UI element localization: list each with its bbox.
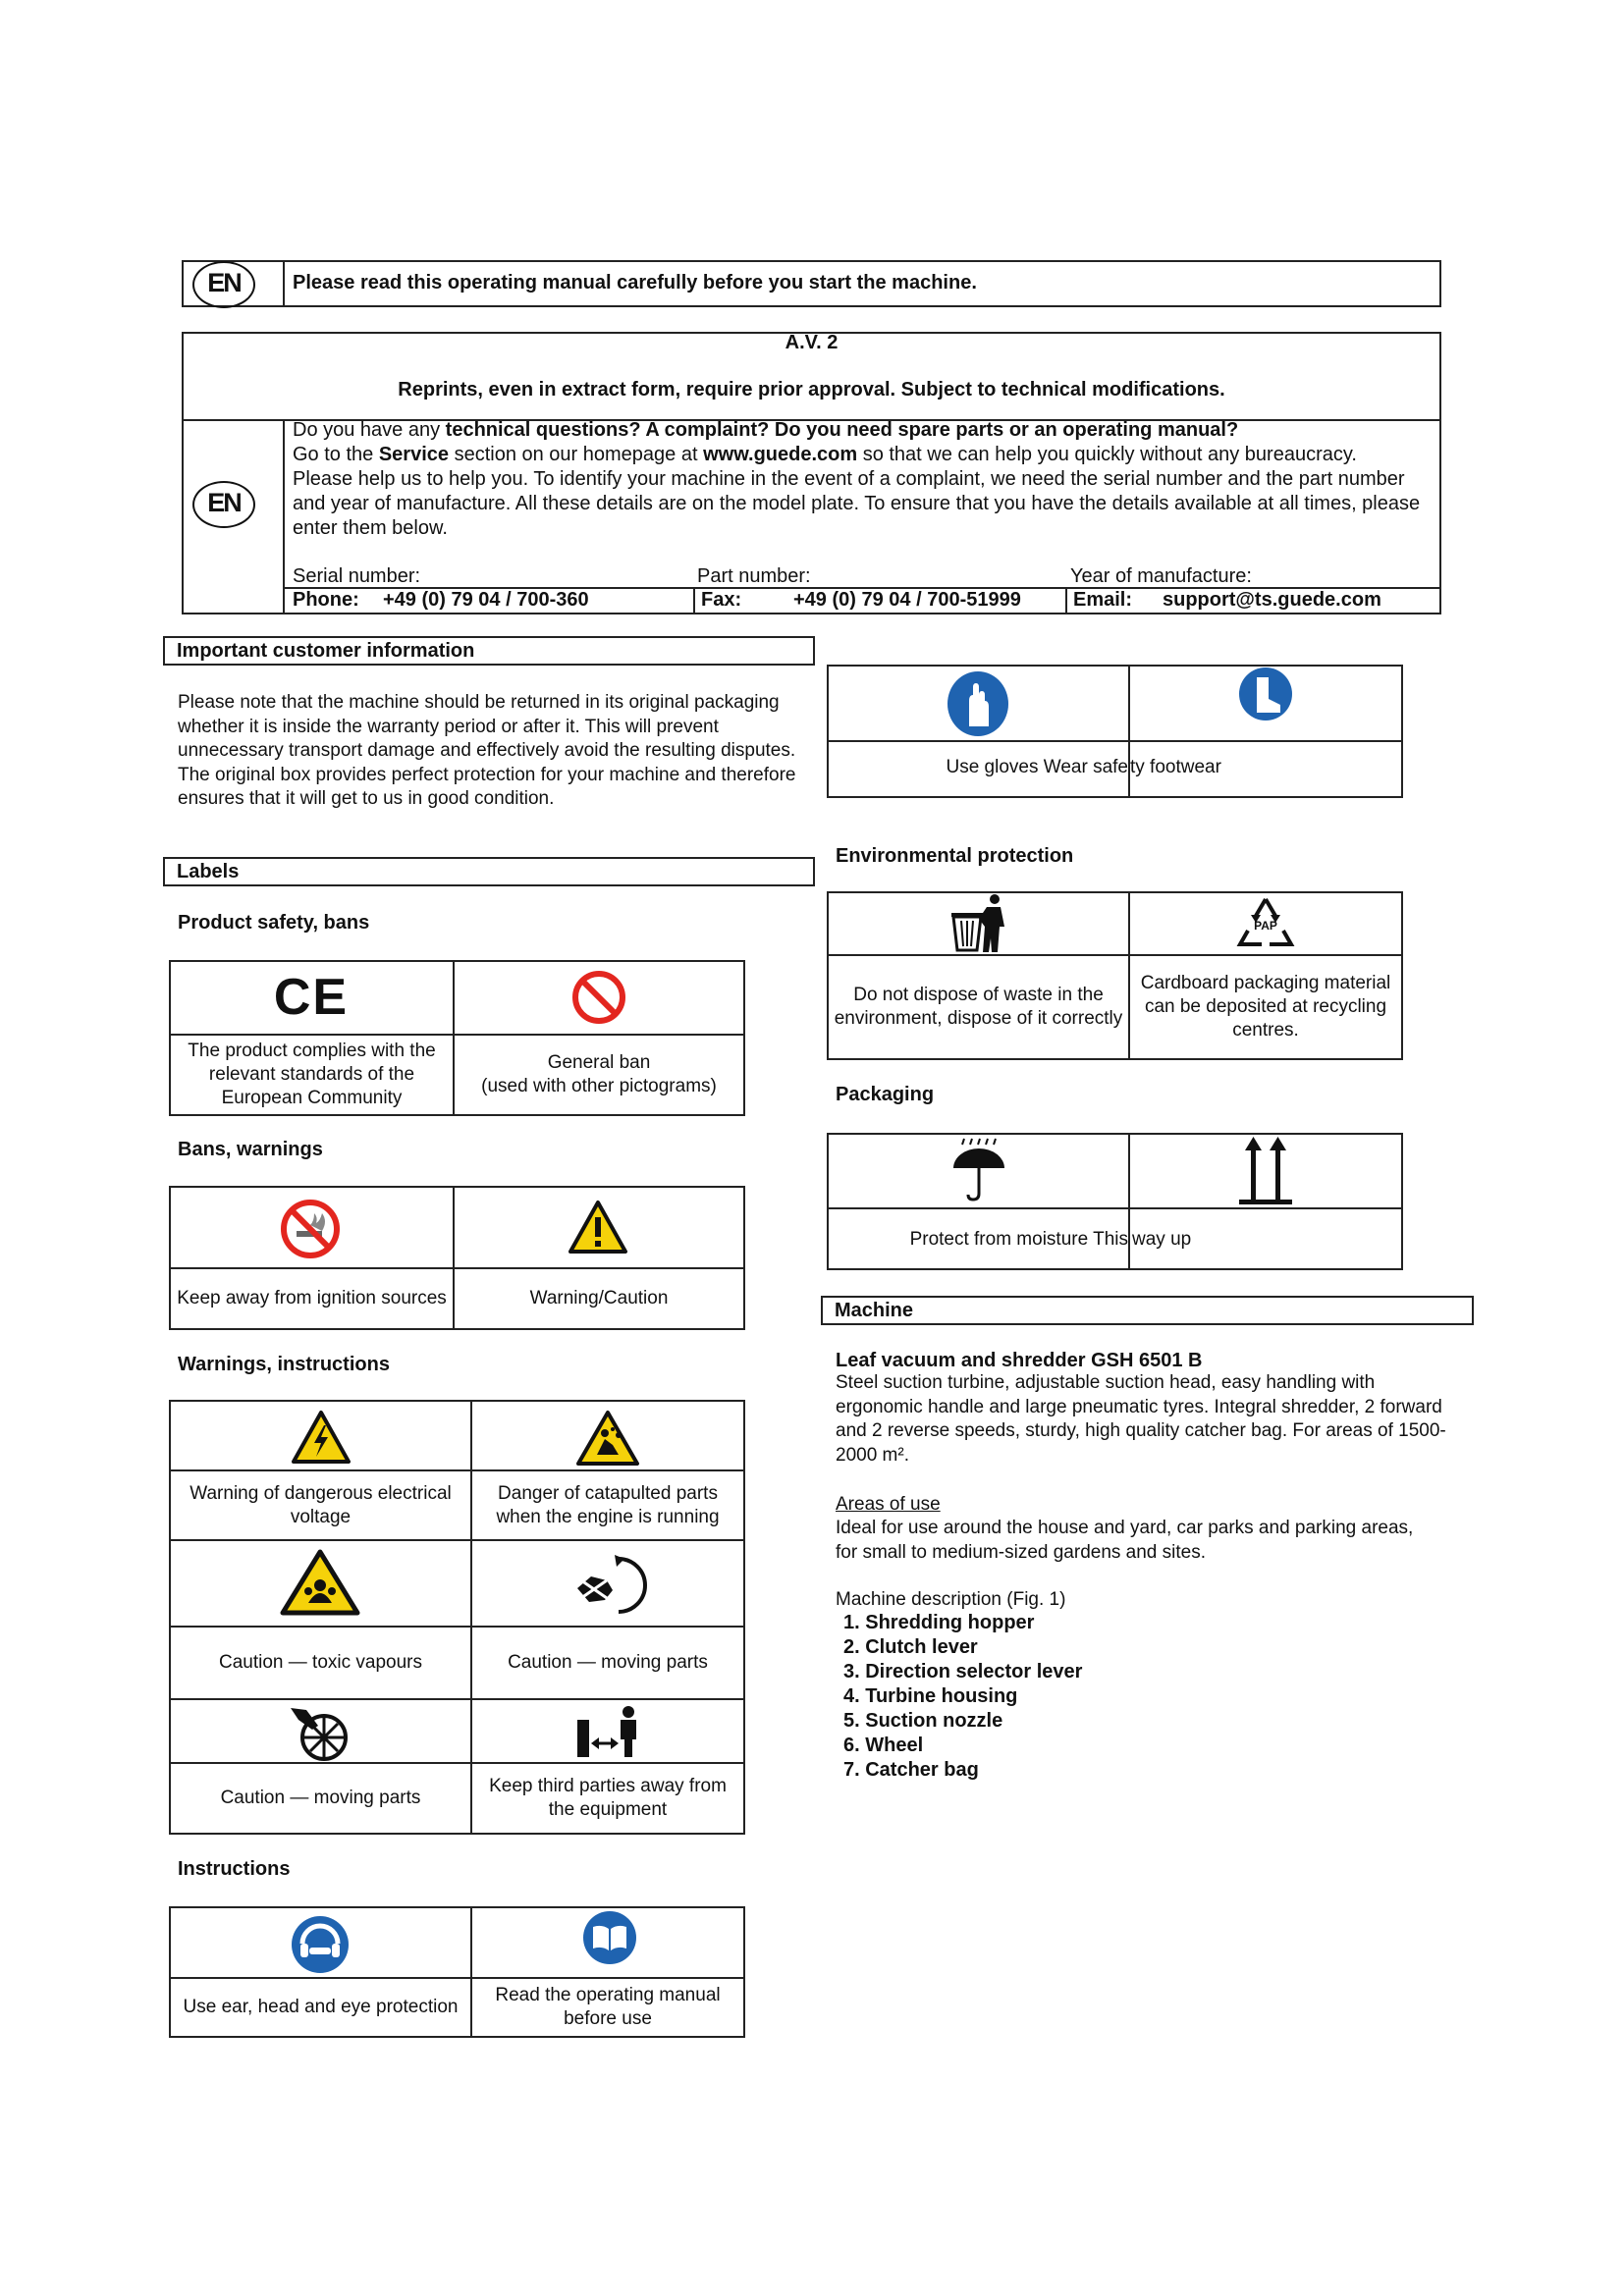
intro-text: Please read this operating manual carefully before you start the machine. (293, 272, 977, 294)
product-safety-title: Product safety, bans (178, 912, 370, 934)
version-label: A.V. 2 (785, 332, 839, 353)
part-number-label: Part number: (697, 565, 811, 587)
list-item: 1. Shredding hopper (843, 1612, 1035, 1633)
customer-info-text: Please note that the machine should be returned in its original packaging whether it is inside the warranty period or after it. This will prevent unnecessary transport damage and effectively avoid the resulting disputes. The original box provides perfect protection for your machine and therefore ensures that it will get to us in good condition. (178, 692, 796, 810)
electric-voltage-icon (291, 1410, 352, 1465)
list-item: 5. Suction nozzle (843, 1710, 1003, 1732)
packaging-title: Packaging (836, 1084, 935, 1105)
manual-caption: Read the operating manual before use (470, 1979, 745, 2038)
gloves-icon (946, 669, 1010, 738)
contact-divider-2 (1065, 587, 1067, 614)
list-item: 6. Wheel (843, 1735, 924, 1756)
ban-caption (453, 1036, 745, 1116)
packaging-caption-right: way up (1132, 1229, 1192, 1250)
goto-text-3: so that we can help you quickly without any bureaucracy. (857, 444, 1357, 465)
waste-bin-icon (947, 893, 1010, 954)
environment-title: Environmental protection (836, 845, 1074, 867)
no-ignition-icon (279, 1198, 342, 1260)
ppe-caption-left: Use gloves Wear safe (946, 757, 1128, 777)
bans-warnings-title: Bans, warnings (178, 1139, 323, 1160)
year-label: Year of manufacture: (1070, 565, 1252, 587)
ignition-caption: Keep away from ignition sources (169, 1269, 455, 1330)
questions-line (293, 418, 1432, 443)
voltage-caption: Warning of dangerous electrical voltage (169, 1471, 472, 1541)
contact-divider-1 (693, 587, 695, 614)
ear-head-eye-protection-icon (290, 1914, 351, 1975)
goto-line (293, 443, 1436, 467)
umbrella-moisture-icon (950, 1137, 1007, 1205)
areas-of-use-text: Ideal for use around the house and yard, car parks and parking areas, for small to medium-sized gardens and sites. (836, 1518, 1414, 1563)
homepage-link[interactable]: www.guede.com (703, 444, 858, 465)
warning-triangle-icon (568, 1200, 628, 1255)
instructions-title: Instructions (178, 1858, 291, 1880)
ban-caption-line-2: (used with other pictograms) (481, 1076, 717, 1096)
toxic-vapours-icon (279, 1548, 361, 1617)
list-item: 4. Turbine housing (843, 1685, 1018, 1707)
warning-caption: Warning/Caution (453, 1269, 745, 1330)
fax-value: +49 (0) 79 04 / 700-51999 (793, 589, 1021, 611)
keep-away-icon (573, 1704, 642, 1759)
en-badge-icon: EN (192, 261, 255, 308)
machine-description: Steel suction turbine, adjustable suction head, easy handling with ergonomic handle and large pneumatic tyres. Integral shredder, 2 forward and 2 reverse speeds, sturdy, high quality catcher bag. For areas of 1500-2000 m². (836, 1372, 1446, 1466)
reprint-note: Reprints, even in extract form, require prior approval. Subject to technical modifications. (398, 379, 1225, 400)
questions-prefix: Do you have any (293, 419, 446, 441)
ppe-caption-right: ty footwear (1130, 757, 1221, 777)
rotating-blade-icon (287, 1700, 352, 1763)
machine-name: Leaf vacuum and shredder GSH 6501 B (836, 1350, 1203, 1371)
email-value[interactable]: support@ts.guede.com (1163, 589, 1381, 611)
customer-info-heading: Important customer information (163, 636, 815, 666)
toxic-caption: Caution — toxic vapours (169, 1628, 472, 1700)
warnings-instructions-title: Warnings, instructions (178, 1354, 390, 1375)
serial-number-label: Serial number: (293, 565, 421, 587)
safety-footwear-icon (1237, 666, 1294, 722)
cardboard-caption: Cardboard packaging material can be deposited at recycling centres. (1128, 956, 1403, 1060)
en-badge-icon: EN (192, 481, 255, 528)
areas-of-use-title: Areas of use (836, 1494, 941, 1515)
intro-divider (283, 260, 285, 307)
read-manual-icon (581, 1909, 638, 1966)
phone-value: +49 (0) 79 04 / 700-360 (383, 589, 589, 611)
list-item: 3. Direction selector lever (843, 1661, 1083, 1682)
moving-parts-icon (568, 1551, 650, 1620)
packaging-caption-left: Protect from moisture This (909, 1229, 1128, 1250)
info-box-left-divider (283, 419, 285, 614)
machine-description-title: Machine description (Fig. 1) (836, 1589, 1066, 1610)
service-link[interactable]: Service (378, 444, 450, 465)
machine-parts-list (843, 1611, 1082, 1783)
ce-caption: The product complies with the relevant standards of the European Community (169, 1036, 455, 1116)
list-item: 2. Clutch lever (843, 1636, 978, 1658)
this-way-up-icon (1237, 1135, 1294, 1207)
ear-protection-caption: Use ear, head and eye protection (169, 1979, 472, 2038)
email-label: Email: (1073, 589, 1133, 611)
third-parties-caption: Keep third parties away from the equipment (470, 1764, 745, 1835)
ban-caption-line-1: General ban (547, 1052, 651, 1073)
help-text: Please help us to help you. To identify your machine in the event of a complaint, we need the serial number and the part number and year of manufacture. All these details are on the model plate. To ensure that you have the details available at all times, please enter them below. (293, 468, 1421, 539)
labels-heading: Labels (163, 857, 815, 886)
ce-mark-icon: CE (273, 969, 350, 1026)
goto-text-2: section on our homepage at (449, 444, 704, 465)
fax-label: Fax: (701, 589, 742, 611)
goto-text-1: Go to the (293, 444, 379, 465)
moving1-caption: Caution — moving parts (470, 1628, 745, 1700)
general-ban-icon (571, 970, 626, 1025)
catapult-caption: Danger of catapulted parts when the engine is running (470, 1471, 745, 1541)
questions-bold: technical questions? A complaint? Do you need spare parts or an operating manual? (445, 419, 1239, 441)
moving2-caption: Caution — moving parts (169, 1764, 472, 1835)
catapulted-parts-icon (575, 1410, 640, 1467)
list-item: 7. Catcher bag (843, 1759, 979, 1781)
recycling-pap-icon (1233, 893, 1298, 952)
pap-label: PAP (1254, 919, 1277, 933)
phone-label: Phone: (293, 589, 359, 611)
machine-heading: Machine (821, 1296, 1474, 1325)
waste-caption: Do not dispose of waste in the environment, dispose of it correctly (827, 956, 1130, 1060)
